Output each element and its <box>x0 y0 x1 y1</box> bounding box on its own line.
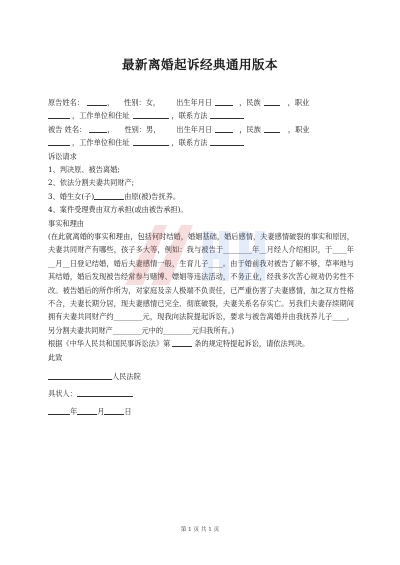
month-blank <box>77 406 97 415</box>
plaintiff-line-2 <box>48 109 354 122</box>
plaintiff-occupation-blank <box>48 110 70 119</box>
defendant-work-label: ，工作单位和住址 <box>72 138 130 148</box>
plaintiff-ethnicity-label: ，民族 <box>239 98 261 107</box>
court-name-blank <box>48 371 112 380</box>
plaintiff-ethnicity-blank <box>264 97 280 106</box>
legal-basis-line <box>48 337 354 350</box>
defendant-contact-blank <box>210 137 244 146</box>
page-footer: 第 1 页 共 1 页 <box>180 527 220 533</box>
date-line <box>48 405 354 418</box>
plaintiff-work-blank <box>133 110 169 119</box>
request-item-1: 1、判决原、被告离婚; <box>48 164 120 174</box>
day-blank <box>104 406 124 415</box>
defendant-name-label: 被告 姓名： <box>48 124 87 134</box>
requests-heading: 诉讼请求 <box>48 151 77 161</box>
plaintiff-birth-blank <box>215 97 233 106</box>
year-blank <box>48 406 70 415</box>
plaintiff-contact-blank <box>210 110 244 119</box>
date-month-label: 月 <box>97 406 105 416</box>
plaintiff-work-label: ，工作单位和住址 <box>72 111 130 121</box>
defendant-birth-blank <box>215 124 233 133</box>
request-item-3-suffix: 由原(被)告抚养。 <box>124 191 181 201</box>
court-line <box>48 370 354 383</box>
defendant-gender-label: 性别：男， <box>124 124 161 134</box>
plaintiff-name-label: 原告姓名： <box>48 98 84 107</box>
defendant-occupation-blank <box>48 137 70 146</box>
defendant-birth-label: 出生年月日 <box>176 124 213 134</box>
signer-line <box>48 387 354 400</box>
signer-blank <box>77 388 133 397</box>
plaintiff-name-blank <box>87 97 107 106</box>
plaintiff-gender-label: 性别：女， <box>124 98 161 107</box>
request-item-3 <box>48 190 354 203</box>
defendant-ethnicity-blank <box>264 124 280 133</box>
plaintiff-contact-label: ，联系方法 <box>171 111 208 121</box>
signer-label: 具状人： <box>48 389 77 399</box>
closing-text: 此致 <box>48 352 63 362</box>
defendant-contact-label: ，联系方法 <box>171 138 208 148</box>
request-item-3-label: 3、婚生女(子) <box>48 191 95 201</box>
request-item-4: 4、案件受理费由双方承担(或由被告承担)。 <box>48 205 188 215</box>
legal-basis-prefix: 根据《中华人民共和国民事诉讼法》第 <box>48 339 171 349</box>
defendant-line-1: 被告 姓名： ， 性别：男， 出生年月日 ，民族 ，职业 <box>48 124 310 134</box>
article-number-blank <box>172 338 192 347</box>
document-title: 最新离婚起诉经典通用版本 <box>121 57 278 72</box>
legal-basis-suffix: 条的规定特提起诉讼，请依法判决。 <box>194 339 310 349</box>
plaintiff-birth-label: 出生年月日 <box>176 98 213 107</box>
defendant-name-blank <box>89 124 107 133</box>
court-suffix: 人民法院 <box>112 371 141 381</box>
plaintiff-line-1: 原告姓名： ， 性别：女， 出生年月日 ，民族 ，职业 <box>48 98 310 107</box>
plaintiff-occupation-label: ，职业 <box>287 98 310 107</box>
date-day-label: 日 <box>124 406 132 416</box>
defendant-line-2 <box>48 136 354 149</box>
defendant-occupation-label: ，职业 <box>287 124 310 134</box>
date-year-label: 年 <box>70 406 78 416</box>
defendant-ethnicity-label: ，民族 <box>239 124 261 134</box>
document-body <box>48 96 354 418</box>
request-item-2: 2、依法分割夫妻共同财产; <box>48 178 135 188</box>
child-name-blank <box>94 191 124 200</box>
facts-heading: 事实和理由 <box>48 218 84 228</box>
facts-paragraph: (在此就离婚的事实和理由，包括何时结婚，婚姻基础，婚后感情，夫妻感情破裂的事实和原因，夫妻共同财产有哪些，孩子多大等，例如：我与被告于________年__月经人介绍相识，于____年__月__日登记结婚，婚后夫妻感情一般，生育儿子____。由于婚前我对被告了解不够，草率地与其结婚，婚后发现被告经常参与赌博、嫖娼等违法活动，不务正业，经我多次苦心规劝仍劣性不改。被告婚后的所作所为，对家庭及亲人极端不负责任，已严重伤害了夫妻感情，加之双方性格不合，夫妻长期分居，现夫妻感情已完全、彻底破裂，夫妻关系名存实亡。另我们夫妻存续期间拥有夫妻共同财产约________元，现我向法院提起诉讼，要求与被告离婚并由我抚养儿子____，另分割夫妻共同财产________元中的________元归我所有。) <box>48 231 354 335</box>
defendant-work-blank <box>133 137 169 146</box>
